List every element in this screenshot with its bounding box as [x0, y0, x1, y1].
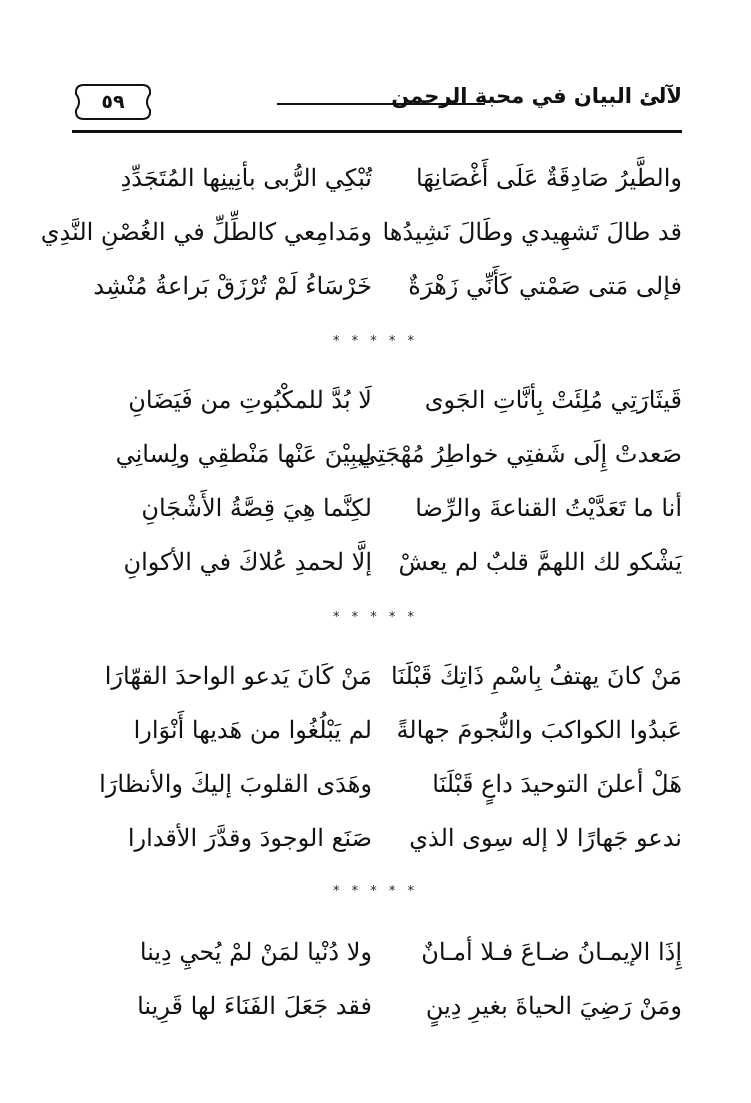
stanza-2	[72, 374, 682, 590]
verse-second-hemistich: خَرْسَاءُ لَمْ تُرْزَقْ بَراعةُ مُنْشِد	[93, 272, 372, 300]
page-number: ٥٩	[101, 91, 125, 113]
verse-second-hemistich: لم يَبْلُغُوا من هَديها أَنْوَارا	[133, 716, 372, 744]
verse	[72, 482, 682, 536]
running-header	[72, 80, 682, 128]
verse	[72, 980, 682, 1034]
verse-first-hemistich: يَشْكو لك اللهمَّ قلبٌ لم يعشْ	[398, 548, 682, 576]
verse	[72, 812, 682, 866]
stanza-1	[40, 152, 682, 314]
verse	[40, 206, 682, 260]
verse	[72, 152, 682, 206]
verse-second-hemistich: إلَّا لحمدِ عُلاكَ في الأكوانِ	[123, 548, 372, 576]
stanza-separator: * * * * *	[332, 334, 419, 349]
verse-second-hemistich: تُبْكِي الرُّبى بأنِينِها المُتَجَدِّدِ	[120, 164, 372, 192]
verse-second-hemistich: ليبِيْنَ عَنْها مَنْطقِي ولِسانِي	[115, 440, 372, 468]
verse	[72, 536, 682, 590]
verse-first-hemistich: عَبدُوا الكواكبَ والنُّجومَ جهالةً	[396, 716, 682, 744]
verse-first-hemistich: إِذَا الإيمـانُ ضـاعَ فـلا أمـانٌ	[421, 938, 682, 966]
book-title: لآلئ البيان في محبة الرحمن	[391, 84, 682, 108]
verse-first-hemistich: قد طالَ تَشهِيدي وطَالَ نَشِيدُها	[382, 218, 682, 246]
verse	[72, 926, 682, 980]
verse	[72, 758, 682, 812]
verse	[72, 260, 682, 314]
verse-second-hemistich: فقد جَعَلَ الفَنَاءَ لها قَرِينا	[137, 992, 372, 1020]
verse-first-hemistich: والطَّيرُ صَادِقَةٌ عَلَى أَغْصَانِهَا	[415, 164, 682, 192]
stanza-separator: * * * * *	[332, 884, 419, 899]
verse-first-hemistich: ومَنْ رَضِيَ الحياةَ بغيرِ دِينٍ	[425, 992, 682, 1020]
stanza-4	[72, 926, 682, 1034]
verse-first-hemistich: أنا ما تَعَدَّيْتُ القناعةَ والرِّضا	[415, 494, 682, 522]
verse-first-hemistich: مَنْ كانَ يهتفُ بِاسْمِ ذَاتِكَ قَبْلَنَا	[390, 662, 682, 690]
verse-second-hemistich: ومَدامِعي كالطِّلِّ في الغُصْنِ النَّدِي	[40, 218, 372, 246]
page-number-badge	[74, 82, 152, 122]
verse	[72, 428, 682, 482]
verse-first-hemistich: ندعو جَهارًا لا إله سِوى الذي	[409, 824, 682, 852]
verse-second-hemistich: لَا بُدَّ للمكْبُوتِ من فَيَضَانِ	[128, 386, 372, 414]
verse-first-hemistich: هَلْ أعلنَ التوحيدَ داعٍ قَبْلَنَا	[432, 770, 682, 798]
verse	[72, 650, 682, 704]
verse-first-hemistich: قَيثَارَتِي مُلِئَتْ بِأنَّاتِ الجَوى	[424, 386, 682, 414]
verse-second-hemistich: وهَدَى القلوبَ إليكَ والأنظارَا	[99, 770, 372, 798]
verse-second-hemistich: ولا دُنْيا لمَنْ لمْ يُحيِ دِينا	[139, 938, 372, 966]
verse	[72, 704, 682, 758]
verse	[72, 374, 682, 428]
header-rule	[72, 130, 682, 133]
verse-first-hemistich: فإلى مَتى صَمْتي كَأَنِّي زَهْرَةٌ	[408, 272, 682, 300]
verse-second-hemistich: صَنَع الوجودَ وقدَّرَ الأقدارا	[127, 824, 372, 852]
stanza-3	[72, 650, 682, 866]
stanza-separator: * * * * *	[332, 610, 419, 625]
verse-second-hemistich: مَنْ كَانَ يَدعو الواحدَ القهّارَا	[104, 662, 372, 690]
verse-first-hemistich: صَعدتْ إِلَى شَفتِي خواطِرُ مُهْجَتِي	[357, 440, 682, 468]
verse-second-hemistich: لكِنَّما هِيَ قِصَّةُ الأَشْجَانِ	[141, 494, 372, 522]
